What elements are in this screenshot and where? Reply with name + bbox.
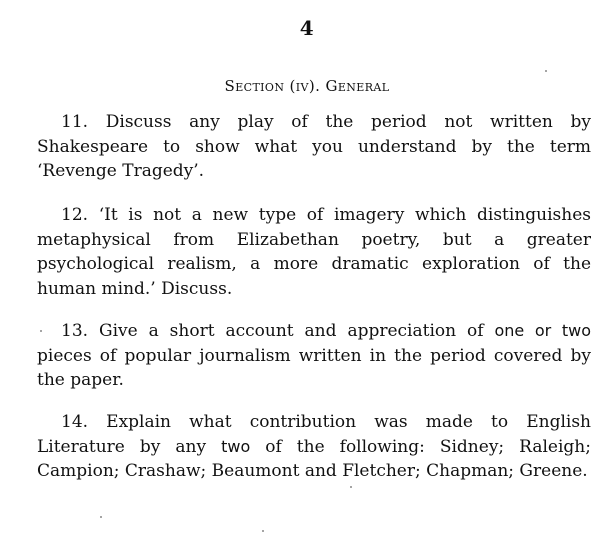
scan-speck	[40, 330, 42, 332]
question-number: 13.	[61, 321, 89, 341]
section-heading: Section (iv). General	[224, 77, 390, 95]
scan-speck	[100, 516, 102, 518]
question-text-after: of the following: Sidney; Raleigh; Campion; Crashaw; Beaumont and Fletcher; Chapman; Greene.	[37, 436, 591, 481]
question-text: Discuss any play of the period not written by Shakespeare to show what you understand by the term ‘Revenge Tragedy’.	[37, 112, 592, 181]
question-12	[37, 203, 591, 301]
question-11	[37, 110, 591, 184]
question-14	[37, 410, 591, 484]
question-number: 14.	[61, 412, 89, 432]
question-number: 12.	[61, 205, 89, 225]
question-text: ‘It is not a new type of imagery which distinguishes metaphysical from Elizabethan poetry, but a greater psychological realism, a more dramatic exploration of the human mind.’ Discuss.	[37, 205, 592, 299]
question-text-before: Give a short account and appreciation of	[98, 321, 484, 341]
question-number: 11.	[61, 112, 89, 132]
question-13	[37, 319, 591, 393]
scan-speck	[545, 70, 547, 72]
question-text-before: Explain what contribution was made to English Literature by any	[37, 412, 592, 457]
question-emphasis: one or two	[494, 321, 592, 340]
scan-speck	[350, 486, 352, 488]
question-text-after: pieces of popular journalism written in the period covered by the paper.	[37, 345, 591, 390]
page-number: 4	[299, 16, 315, 40]
scan-speck	[262, 530, 264, 532]
question-emphasis: two	[221, 436, 251, 456]
